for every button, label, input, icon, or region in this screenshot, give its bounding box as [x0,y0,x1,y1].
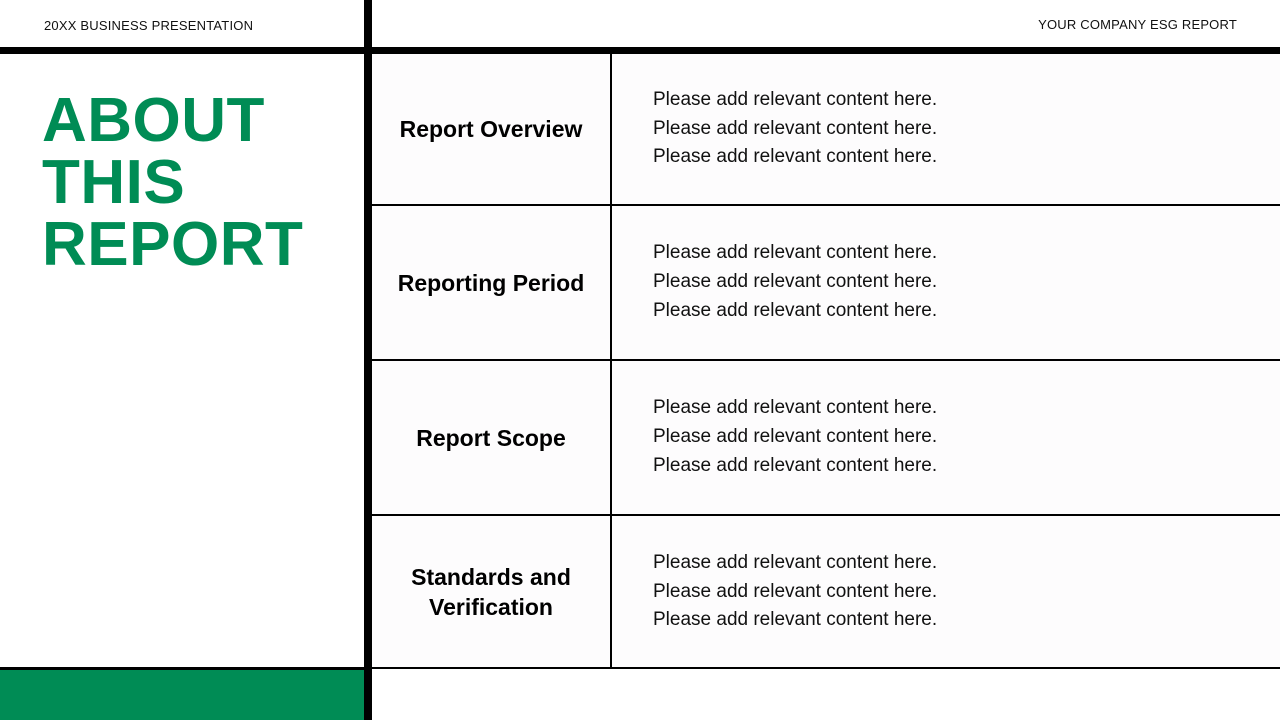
row-content [653,516,1260,668]
title-line-3: REPORT [42,210,304,279]
content-line: Please add relevant content here. [653,426,938,448]
table-row [372,516,1280,668]
content-line: Please add relevant content here. [653,397,938,419]
row-label: Report Scope [416,424,566,451]
content-line: Please add relevant content here. [653,299,938,321]
row-label: Standards and Verification [411,564,571,620]
content-line: Please add relevant content here. [653,117,938,139]
row-label: Report Overview [399,116,583,142]
content-line: Please add relevant content here. [653,271,938,293]
column-divider [610,54,612,668]
row-content [653,54,1260,204]
row-content [653,206,1260,359]
table-bottom-rule [372,667,1280,669]
accent-green-block [0,670,364,720]
row-label: Reporting Period [397,269,585,296]
row-content [653,361,1260,514]
top-rule [0,47,1280,54]
table-row [372,206,1280,359]
content-line: Please add relevant content here. [653,609,938,631]
vertical-rule [364,0,372,720]
header-right-text: YOUR COMPANY ESG REPORT [1038,17,1237,32]
header-left-text: 20XX BUSINESS PRESENTATION [44,18,254,33]
content-line: Please add relevant content here. [653,88,938,110]
content-line: Please add relevant content here. [653,242,938,264]
content-line: Please add relevant content here. [653,551,938,573]
page-title [42,86,352,279]
table-row [372,361,1280,514]
content-line: Please add relevant content here. [653,454,938,476]
table-row [372,54,1280,204]
content-line: Please add relevant content here. [653,146,938,168]
title-line-1: ABOUT [42,86,265,155]
report-info-table [372,54,1280,668]
title-line-2: THIS [42,148,186,217]
content-line: Please add relevant content here. [653,580,938,602]
